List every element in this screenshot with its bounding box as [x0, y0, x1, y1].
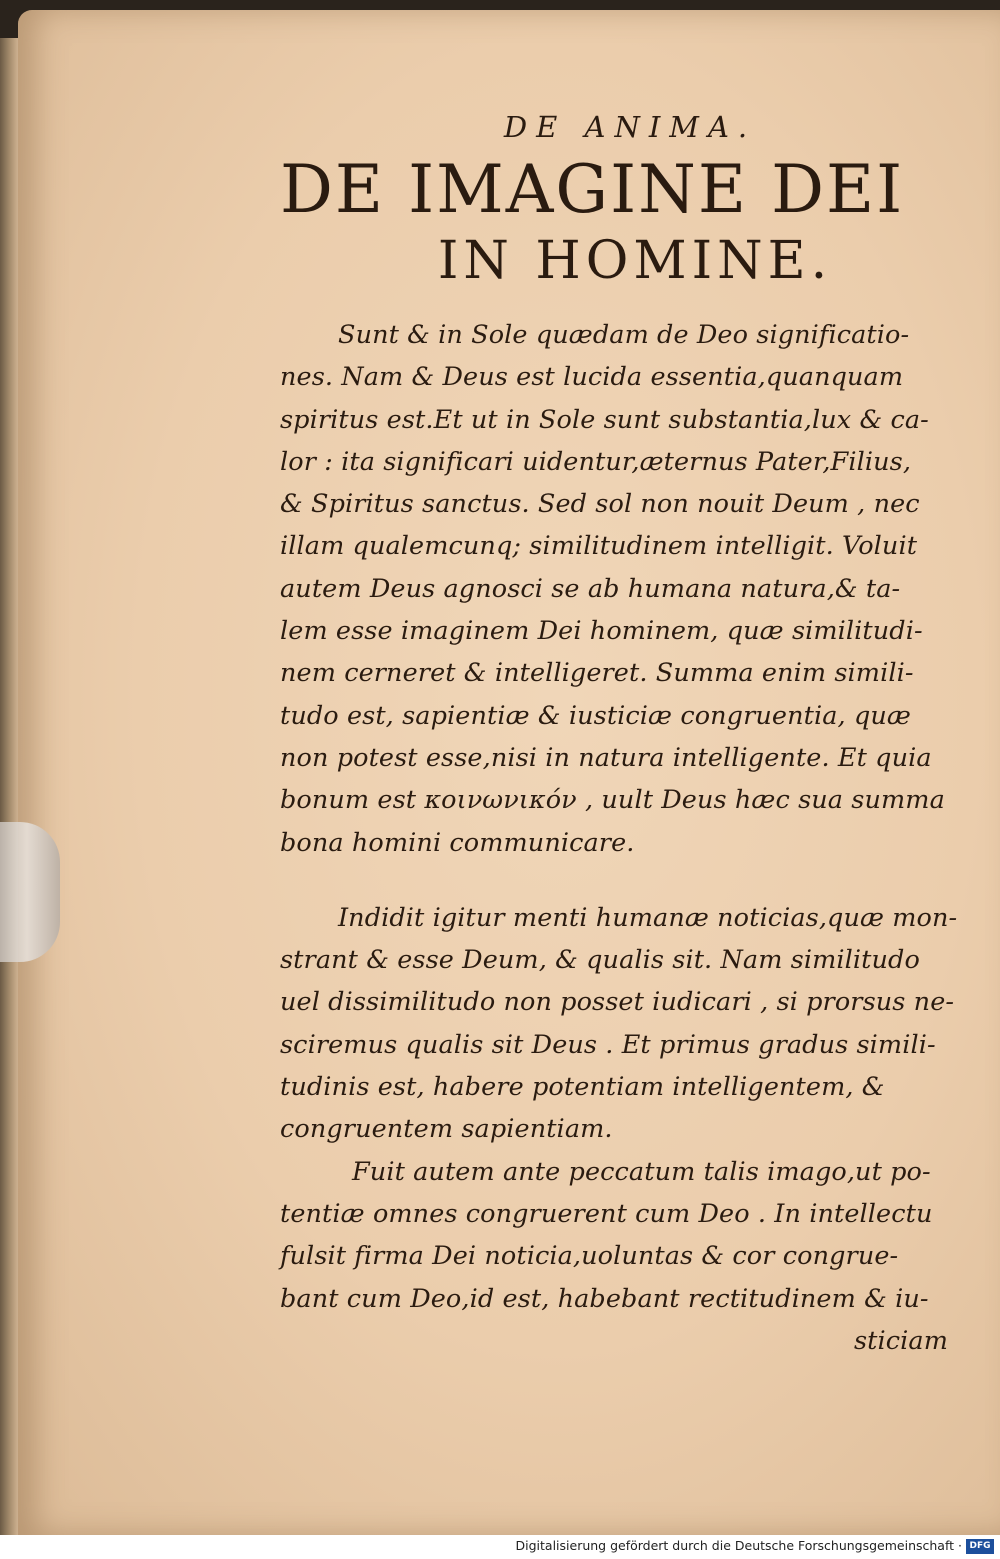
text-line: uel dissimilitudo non posset iudicari , si prorsus ne-: [280, 987, 955, 1018]
dfg-logo: DFG: [966, 1539, 994, 1554]
text-line: nes. Nam & Deus est lucida essentia,quanquam: [280, 362, 904, 393]
text-line: & Spiritus sanctus. Sed sol non nouit Deum , nec: [280, 489, 920, 520]
text-line: Indidit igitur menti humanæ noticias,quæ mon-: [338, 902, 958, 933]
text-line: congruentem sapientiam.: [280, 1114, 613, 1145]
text-line: tudinis est, habere potentiam intelligentem, &: [280, 1072, 885, 1103]
text-line: Sunt & in Sole quædam de Deo significatio-: [338, 320, 910, 350]
digitization-footer: [0, 1535, 1000, 1559]
page-clip: [0, 822, 60, 962]
text-line: autem Deus agnosci se ab humana natura,& ta-: [280, 573, 901, 604]
paragraph-2: [280, 897, 960, 1151]
text-line: non potest esse,nisi in natura intelligente. Et quia: [280, 742, 932, 773]
text-line: bant cum Deo,id est, habebant rectitudinem & iu-: [280, 1283, 929, 1314]
text-line: tentiæ omnes congruerent cum Deo . In intellectu: [280, 1198, 933, 1229]
chapter-title-line-1: DE IMAGINE DEI: [280, 151, 905, 228]
text-line: sciremus qualis sit Deus . Et primus gradus simili-: [280, 1029, 936, 1060]
page-content: [280, 100, 960, 1362]
text-line: bonum est κοινωνικόν , uult Deus hæc sua summa: [280, 785, 945, 816]
text-line: fulsit firma Dei noticia,uoluntas & cor congrue-: [280, 1241, 899, 1272]
text-line: bona homini communicare.: [280, 827, 635, 858]
catchword: sticiam: [853, 1325, 948, 1356]
text-line: lor : ita significari uidentur,æternus Pater,Filius,: [280, 446, 912, 477]
text-line: Fuit autem ante peccatum talis imago,ut po-: [352, 1156, 931, 1187]
chapter-title-line-2: IN HOMINE.: [437, 231, 833, 291]
text-line: lem esse imaginem Dei hominem, quæ similitudi-: [280, 616, 923, 647]
paragraph-1: [280, 314, 960, 864]
text-line: spiritus est.Et ut in Sole sunt substantia,lux & ca-: [280, 404, 929, 435]
footer-credit: Digitalisierung gefördert durch die Deutsche Forschungsgemeinschaft ·: [515, 1538, 962, 1553]
text-line: tudo est, sapientiæ & iusticiæ congruentia, quæ: [280, 700, 911, 731]
paragraph-gap: [280, 864, 960, 897]
text-line: illam qualemcunq; similitudinem intelligit. Voluit: [280, 531, 918, 562]
text-line: strant & esse Deum, & qualis sit. Nam similitudo: [280, 945, 920, 976]
paragraph-3: [280, 1151, 960, 1320]
running-head: DE ANIMA.: [503, 110, 757, 144]
text-line: nem cerneret & intelligeret. Summa enim simili-: [280, 658, 914, 689]
